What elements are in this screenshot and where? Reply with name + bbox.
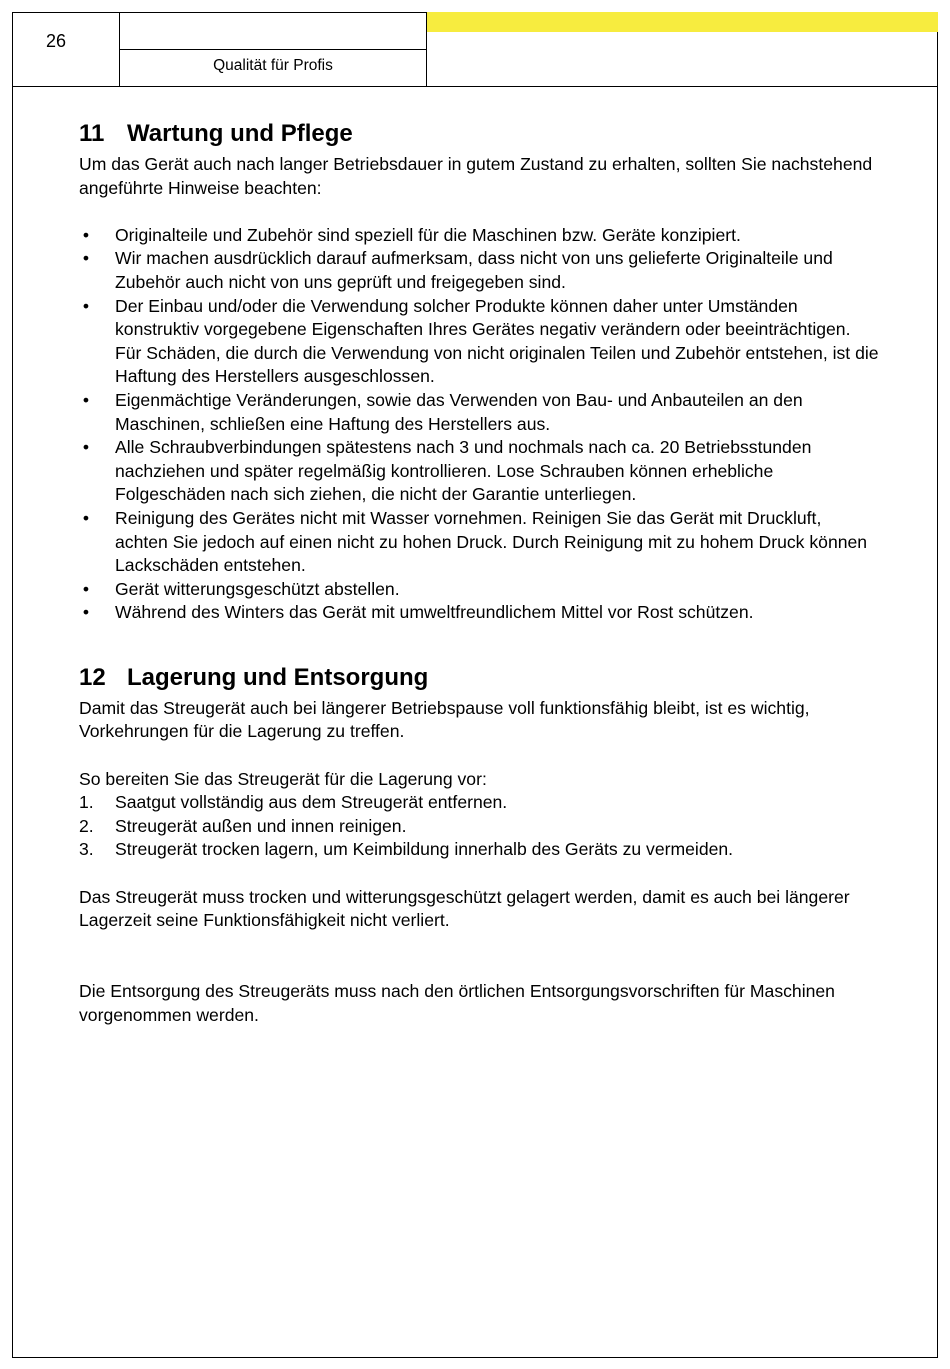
list-item [79, 389, 879, 436]
section-11-title: Wartung und Pflege [127, 120, 353, 147]
section-12-number: 12 [79, 663, 106, 691]
list-item-text: Wir machen ausdrücklich darauf aufmerksam, dass nicht von uns gelieferte Originalteile und Zubehör auch nicht von uns geprüft und freigegeben sind. [115, 248, 833, 292]
list-item [79, 436, 879, 507]
page-content [79, 118, 879, 1027]
step-number: 3. [79, 839, 94, 860]
bullet-icon: • [82, 248, 90, 269]
list-item [79, 295, 879, 389]
disposal-note: Die Entsorgung des Streugeräts muss nach den örtlichen Entsorgungsvorschriften für Maschinen vorgenommen werden. [79, 981, 835, 1025]
bullet-icon: • [82, 224, 90, 245]
header-empty-cell [120, 12, 426, 50]
list-item-text: Reinigung des Gerätes nicht mit Wasser vornehmen. Reinigen Sie das Gerät mit Druckluft, achten Sie jedoch auf einen nicht zu hohen Druck. Durch Reinigung mit zu hohem Druck können Lackschäden entstehen. [115, 507, 868, 576]
list-item [79, 224, 879, 248]
list-item [79, 247, 879, 294]
list-item [79, 791, 879, 815]
list-item-text: Während des Winters das Gerät mit umweltfreundlichem Mittel vor Rost schützen. [115, 602, 754, 623]
storage-note: Das Streugerät muss trocken und witterungsgeschützt gelagert werden, damit es auch bei längerer Lagerzeit seine Funktionsfähigkeit nicht verliert. [79, 886, 850, 931]
maintenance-bullet-list [79, 224, 879, 625]
header-title-cell [120, 12, 427, 86]
list-item-text: Alle Schraubverbindungen spätestens nach 3 und nochmals nach ca. 20 Betriebsstunden nachziehen und später regelmäßig kontrollieren. Lose Schrauben können erhebliche Folgeschäden nach sich ziehen, die nicht der Garantie unterliegen. [115, 437, 812, 505]
storage-steps-intro: So bereiten Sie das Streugerät für die Lagerung vor: [79, 768, 487, 789]
list-item [79, 838, 879, 862]
section-11-heading [79, 118, 879, 150]
list-item [79, 815, 879, 839]
bullet-icon: • [82, 507, 90, 528]
list-item [79, 507, 879, 578]
header-accent-bar [427, 12, 938, 32]
list-item [79, 601, 879, 625]
list-item-text: Der Einbau und/oder die Verwendung solcher Produkte können daher unter Umständen konstruktiv vorgegebene Eigenschaften Ihres Gerätes negativ verändern oder beeinträchtigen. Für Schäden, die durch die Verwendung von nicht originalen Teilen und Zubehör entstehen, ist die Haftung des Herstellers ausgeschlossen. [115, 295, 879, 387]
bullet-icon: • [82, 602, 90, 623]
bullet-icon: • [82, 437, 90, 458]
header-tagline: Qualität für Profis [213, 57, 333, 74]
section-11-intro: Um das Gerät auch nach langer Betriebsdauer in gutem Zustand zu erhalten, sollten Sie nachstehend angeführte Hinweise beachten: [79, 154, 873, 198]
bullet-icon: • [82, 578, 90, 599]
list-item-text: Streugerät trocken lagern, um Keimbildung innerhalb des Geräts zu vermeiden. [115, 839, 734, 860]
list-item-text: Gerät witterungsgeschützt abstellen. [115, 578, 400, 599]
section-11-number: 11 [79, 120, 105, 147]
page-header [12, 12, 938, 87]
step-number: 1. [79, 792, 94, 813]
list-item-text: Saatgut vollständig aus dem Streugerät entfernen. [115, 792, 508, 813]
section-12-intro: Damit das Streugerät auch bei längerer Betriebspause voll funktionsfähig bleibt, ist es wichtig, Vorkehrungen für die Lagerung zu treffen. [79, 697, 810, 742]
section-12-title: Lagerung und Entsorgung [127, 663, 429, 691]
page-number: 26 [12, 12, 120, 86]
list-item [79, 578, 879, 602]
list-item-text: Originalteile und Zubehör sind speziell für die Maschinen bzw. Geräte konzipiert. [115, 224, 741, 245]
list-item-text: Streugerät außen und innen reinigen. [115, 815, 407, 836]
section-12-heading [79, 662, 879, 694]
bullet-icon: • [82, 295, 90, 316]
bullet-icon: • [82, 389, 90, 410]
storage-steps-list [79, 791, 879, 862]
list-item-text: Eigenmächtige Veränderungen, sowie das Verwenden von Bau- und Anbauteilen an den Maschinen, schließen eine Haftung des Herstellers aus. [115, 389, 803, 434]
step-number: 2. [79, 815, 94, 836]
